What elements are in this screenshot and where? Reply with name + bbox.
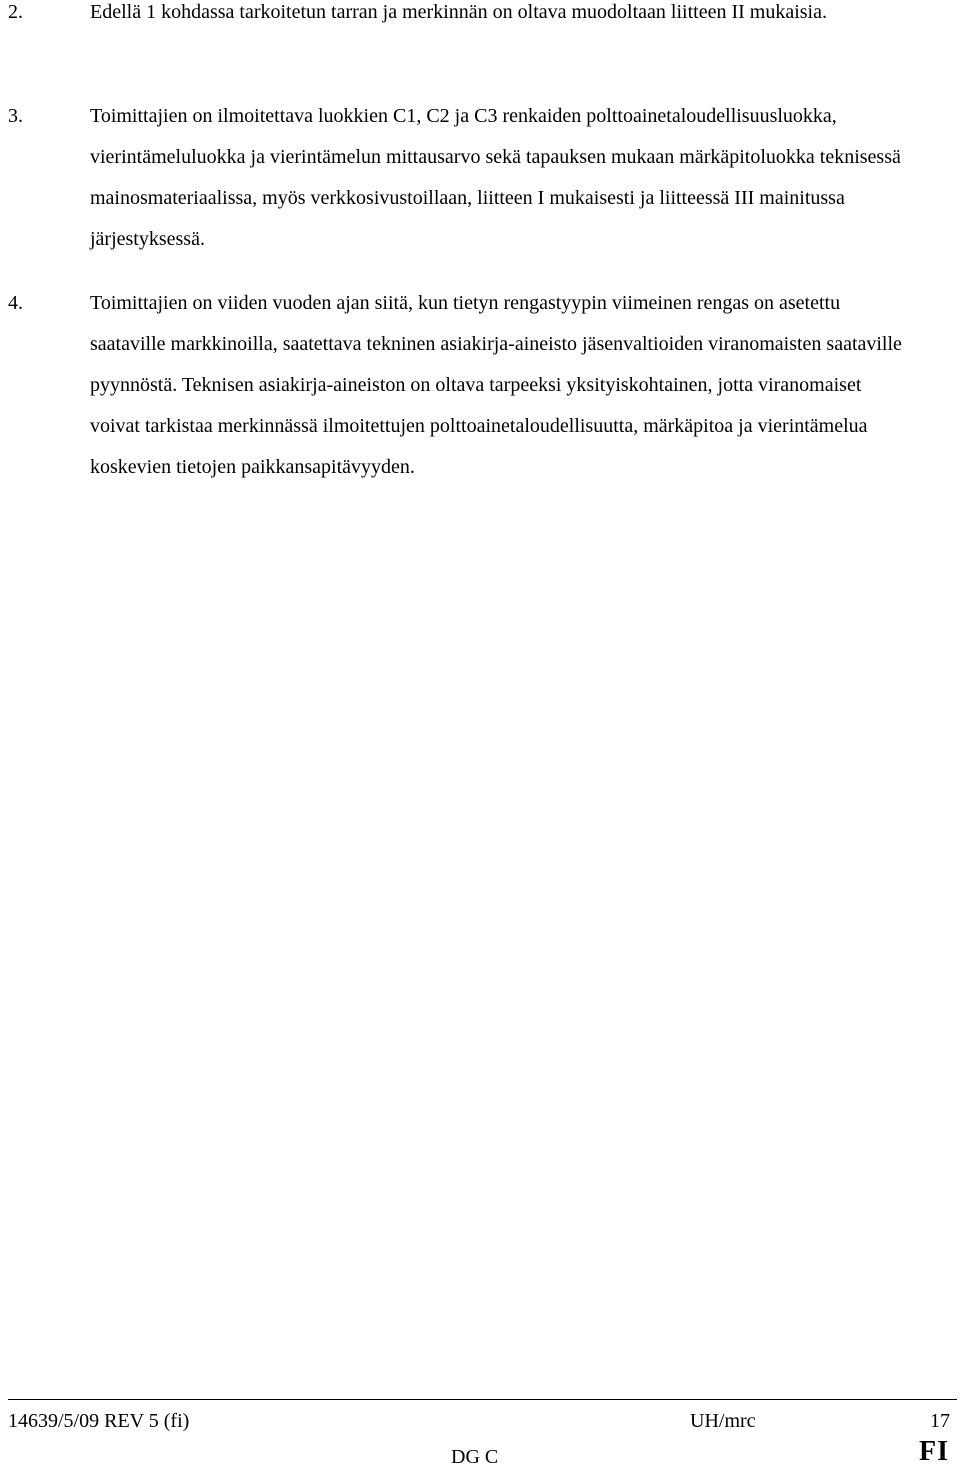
item-number: 3. xyxy=(8,105,23,127)
item-number: 4. xyxy=(8,292,23,314)
directorate-general: DG C xyxy=(451,1446,499,1468)
item-text: Toimittajien on ilmoitettava luokkien C1, C2 ja C3 renkaiden polttoainetaloudellisuusluokka, vierintämeluluokka ja vierintämelun mittausarvo sekä tapauksen mukaan märkäpitoluokka teknisessä mainosmateriaalissa, myös verkkosivustoillaan, liitteen I mukaisesti ja liitteessä III mainitussa järjestyksessä. xyxy=(90,105,901,250)
footer-divider xyxy=(8,1399,957,1400)
language-code: FI xyxy=(919,1436,949,1467)
item-text: Toimittajien on viiden vuoden ajan siitä, kun tietyn rengastyypin viimeinen rengas on asetettu saataville markkinoilla, saatettava tekninen asiakirja-aineisto jäsenvaltioiden viranomaisten saataville pyynnöstä. Teknisen asiakirja-aineiston on oltava tarpeeksi yksityiskohtainen, jotta viranomaiset voivat tarkistaa merkinnässä ilmoitettujen polttoainetaloudellisuutta, märkäpitoa ja vierintämelua koskevien tietojen paikkansapitävyyden. xyxy=(90,292,902,478)
author-initials: UH/mrc xyxy=(690,1410,756,1432)
document-reference: 14639/5/09 REV 5 (fi) xyxy=(8,1410,190,1432)
item-number: 2. xyxy=(8,1,23,23)
item-text: Edellä 1 kohdassa tarkoitetun tarran ja merkinnän on oltava muodoltaan liitteen II mukaisia. xyxy=(90,1,827,23)
page-number: 17 xyxy=(930,1410,950,1432)
